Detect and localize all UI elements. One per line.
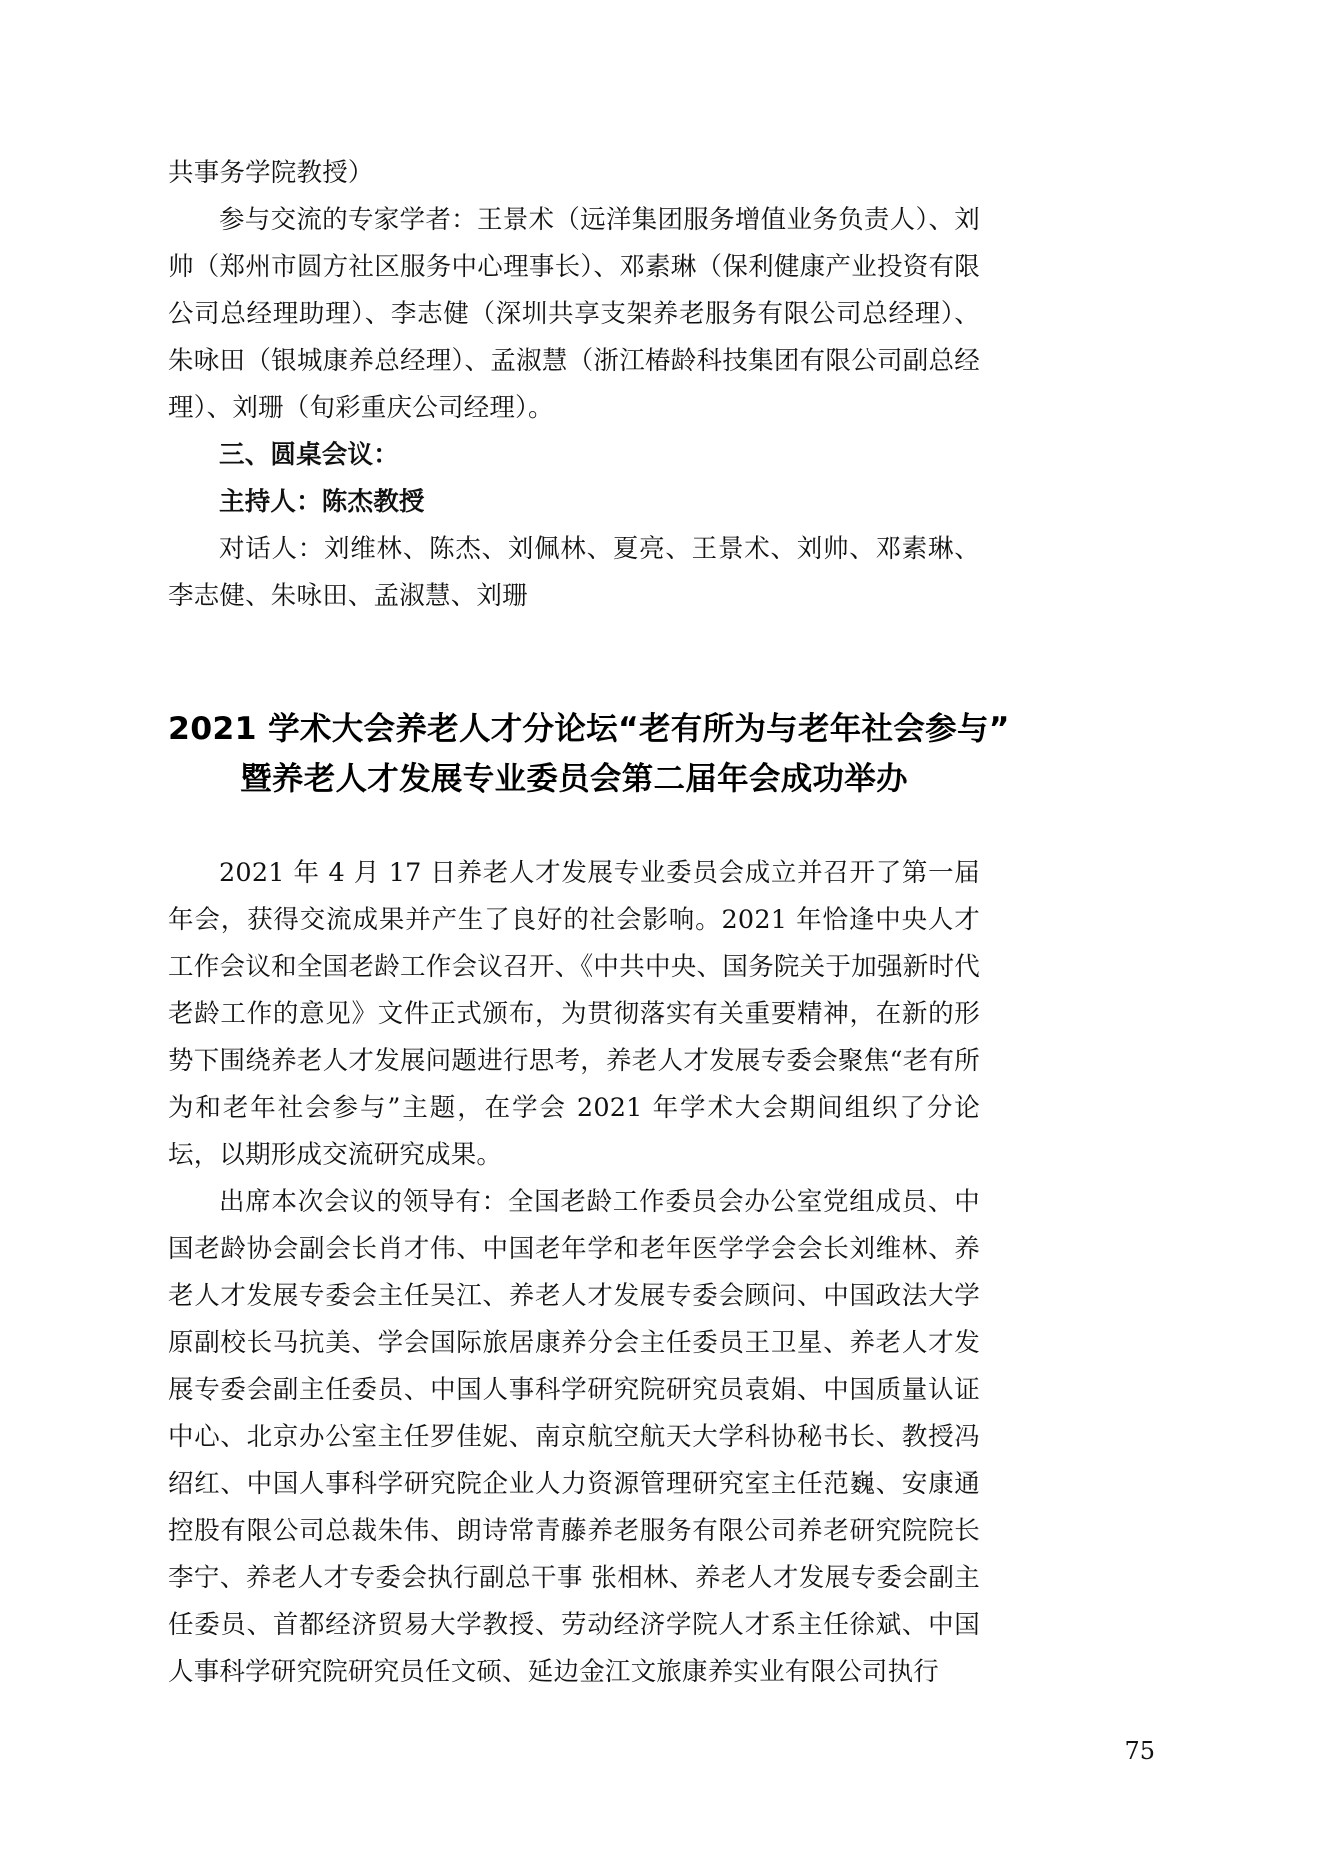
- experts-paragraph: 参与交流的专家学者：王景术（远洋集团服务增值业务负责人）、刘帅（郑州市圆方社区服务中心理事长）、邓素琳（保利健康产业投资有限公司总经理助理）、李志健（深圳共享支架养老服务有限公司总经理）、朱咏田（银城康养总经理）、孟淑慧（浙江椿龄科技集团有限公司副总经理）、刘珊（旬彩重庆公司经理）。: [168, 205, 980, 423]
- article-title-line-1: 2021 学术大会养老人才分论坛“老有所为与老年社会参与”: [168, 711, 1010, 747]
- article-title-line-2: 暨养老人才发展专业委员会第二届年会成功举办: [240, 761, 908, 797]
- roundtable-section-heading: 三、圆桌会议：: [219, 440, 399, 470]
- article-title-block: [168, 704, 1010, 804]
- continued-text-line: 共事务学院教授）: [168, 158, 374, 188]
- host-line: 主持人：陈杰教授: [219, 487, 425, 517]
- article-title: [168, 704, 1010, 804]
- article-paragraph-2: 出席本次会议的领导有：全国老龄工作委员会办公室党组成员、中国老龄协会副会长肖才伟、中国老年学和老年医学学会会长刘维林、养老人才发展专委会主任吴江、养老人才发展专委会顾问、中国政法大学原副校长马抗美、学会国际旅居康养分会主任委员王卫星、养老人才发展专委会副主任委员、中国人事科学研究院研究员袁娟、中国质量认证中心、北京办公室主任罗佳妮、南京航空航天大学科协秘书长、教授冯绍红、中国人事科学研究院企业人力资源管理研究室主任范巍、安康通控股有限公司总裁朱伟、朗诗常青藤养老服务有限公司养老研究院院长李宁、养老人才专委会执行副总干事 张相林、养老人才发展专委会副主任委员、首都经济贸易大学教授、劳动经济学院人才系主任徐斌、中国人事科学研究院研究员任文硕、延边金江文旅康养实业有限公司执行: [168, 1187, 980, 1687]
- page-content: [168, 150, 1010, 1696]
- page-number: 75: [1124, 1737, 1155, 1765]
- dialogue-participants-line: 对话人：刘维林、陈杰、刘佩林、夏亮、王景术、刘帅、邓素琳、李志健、朱咏田、孟淑慧、刘珊: [168, 534, 980, 611]
- article-paragraph-1: 2021 年 4 月 17 日养老人才发展专业委员会成立并召开了第一届年会，获得交流成果并产生了良好的社会影响。2021 年恰逢中央人才工作会议和全国老龄工作会议召开、《中共中央、国务院关于加强新时代老龄工作的意见》文件正式颁布，为贯彻落实有关重要精神，在新的形势下围绕养老人才发展问题进行思考，养老人才发展专委会聚焦“老有所为和老年社会参与”主题，在学会 2021 年学术大会期间组织了分论坛，以期形成交流研究成果。: [168, 858, 980, 1170]
